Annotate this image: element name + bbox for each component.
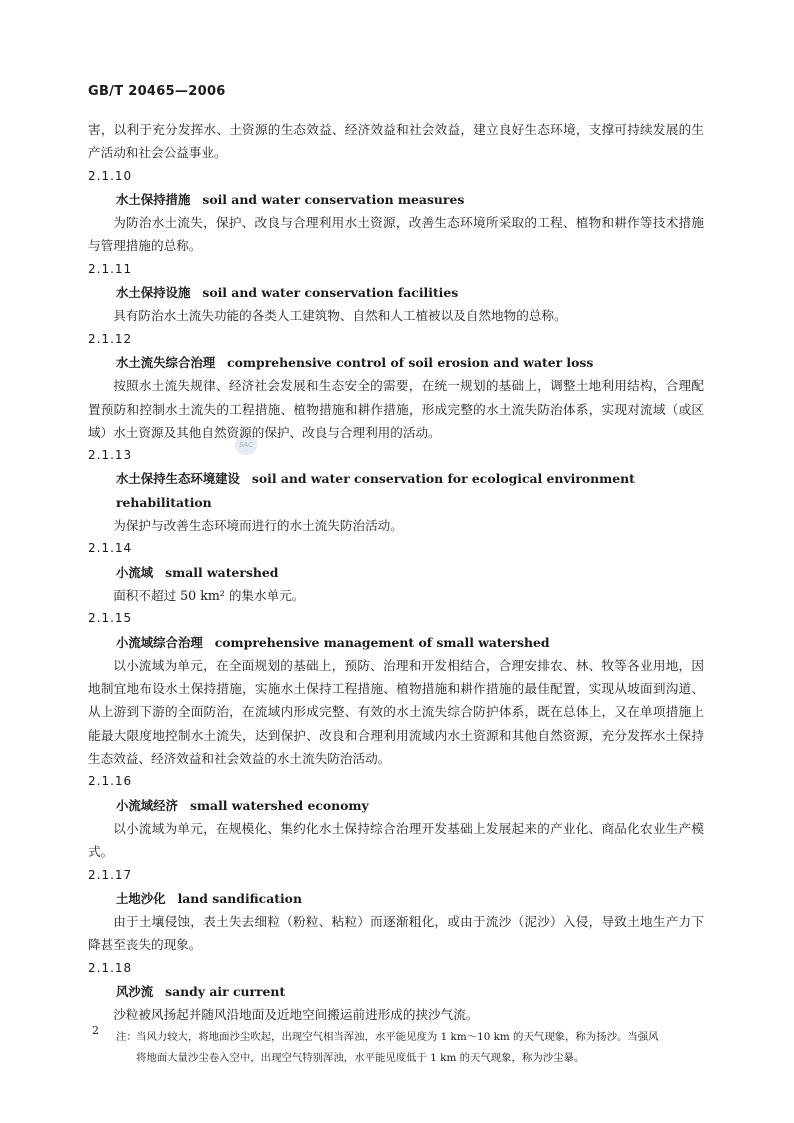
entry-number: 2.1.15 (88, 611, 133, 626)
term-line (88, 980, 704, 1003)
term-english: sandy air current (165, 983, 286, 999)
term-entry (88, 537, 704, 607)
page-number: 2 (92, 1024, 99, 1037)
term-line (88, 281, 704, 304)
term-line (88, 794, 704, 817)
term-definition: 以小流域为单元，在全面规划的基础上，预防、治理和开发相结合，合理安排农、林、牧等各业用地，因地制宜地布设水土保持措施，实施水土保持工程措施、植物措施和耕作措施的最佳配置，实现从坡面到沟道、从上游到下游的全面防治，在流域内形成完整、有效的水土流失综合防护体系，既在总体上，又在单项措施上能最大限度地控制水土流失，达到保护、改良和合理利用流域内水土资源和其他自然资源，充分发挥水土保持生态效益、经济效益和社会效益的水土流失防治活动。 (88, 657, 704, 767)
term-entry (88, 957, 704, 1027)
term-chinese: 小流域 (116, 564, 154, 580)
term-line (88, 887, 704, 910)
term-chinese: 水土保持设施 (116, 285, 191, 301)
term-definition: 沙粒被风扬起并随风沿地面及近地空间搬运前进形成的挟沙气流。 (113, 1007, 479, 1023)
term-english: comprehensive control of soil erosion and water loss (227, 354, 594, 370)
term-english: small watershed economy (189, 797, 369, 813)
term-chinese: 水土流失综合治理 (116, 354, 216, 370)
entry-number: 2.1.14 (88, 541, 133, 556)
sac-watermark-logo: SAC (235, 435, 257, 455)
entry-number: 2.1.17 (88, 867, 133, 882)
term-english: soil and water conservation measures (202, 191, 465, 207)
term-definition: 由于土壤侵蚀，表土失去细粒（粉粒、粘粒）而逐渐粗化，或由于流沙（泥沙）入侵，导致土地生产力下降甚至丧失的现象。 (88, 914, 704, 953)
term-entry (88, 770, 704, 863)
entry-number: 2.1.18 (88, 960, 133, 975)
term-english: comprehensive management of small watershed (214, 634, 550, 650)
note-line (116, 1027, 704, 1048)
term-line (88, 467, 704, 514)
term-chinese: 水土保持生态环境建设 (116, 471, 240, 487)
term-entry (88, 444, 704, 537)
term-entry (88, 165, 704, 258)
term-english: soil and water conservation facilities (202, 285, 459, 301)
term-english: small watershed (165, 564, 279, 580)
term-definition: 具有防治水土流失功能的各类人工建筑物、自然和人工植被以及自然地物的总称。 (113, 308, 567, 324)
term-chinese: 风沙流 (116, 983, 154, 999)
standard-id: GB/T 20465—2006 (88, 84, 226, 99)
term-definition: 为保护与改善生态环境而进行的水土流失防治活动。 (113, 518, 403, 534)
term-english: land sandification (177, 890, 302, 906)
term-definition: 面积不超过 50 km² 的集水单元。 (113, 587, 305, 603)
term-definition: 为防治水土流失，保护、改良与合理利用水土资源，改善生态环境所采取的工程、植物和耕作等技术措施与管理措施的总称。 (88, 215, 704, 254)
document-body (88, 118, 704, 1069)
term-line (88, 351, 704, 374)
term-line (88, 631, 704, 654)
entry-number: 2.1.10 (88, 168, 133, 183)
note-block (88, 1027, 704, 1069)
term-chinese: 小流域经济 (116, 797, 178, 813)
term-entry (88, 607, 704, 770)
term-line (88, 188, 704, 211)
entry-number: 2.1.11 (88, 261, 133, 276)
term-entry (88, 328, 704, 444)
note-text: 当风力较大，将地面沙尘吹起，出现空气相当浑浊，水平能见度为 1 km～10 km 的天气现象，称为扬沙。当强风 (136, 1030, 659, 1043)
entry-number: 2.1.12 (88, 331, 133, 346)
term-definition: 按照水土流失规律、经济社会发展和生态安全的需要，在统一规划的基础上，调整土地利用结构，合理配置预防和控制水土流失的工程措施、植物措施和耕作措施，形成完整的水土流失防治体系，实现对流域（或区域）水土资源及其他自然资源的保护、改良与合理利用的活动。 (88, 378, 704, 440)
term-line (88, 561, 704, 584)
term-entry (88, 864, 704, 957)
term-chinese: 小流域综合治理 (116, 634, 203, 650)
entry-number: 2.1.16 (88, 774, 133, 789)
continuation-paragraph: 害，以利于充分发挥水、土资源的生态效益、经济效益和社会效益，建立良好生态环境，支撑可持续发展的生产活动和社会公益事业。 (88, 122, 704, 161)
term-definition: 以小流域为单元，在规模化、集约化水土保持综合治理开发基础上发展起来的产业化、商品化农业生产模式。 (88, 820, 704, 860)
term-chinese: 水土保持措施 (116, 191, 191, 207)
note-line: 将地面大量沙尘卷入空中，出现空气特别浑浊，水平能见度低于 1 km 的天气现象，称为沙尘暴。 (136, 1051, 585, 1064)
term-entry (88, 258, 704, 328)
term-english: soil and water conservation for ecological environment rehabilitation (116, 471, 635, 510)
note-label: 注： (116, 1030, 137, 1043)
term-chinese: 土地沙化 (116, 890, 166, 906)
entry-number: 2.1.13 (88, 448, 133, 463)
